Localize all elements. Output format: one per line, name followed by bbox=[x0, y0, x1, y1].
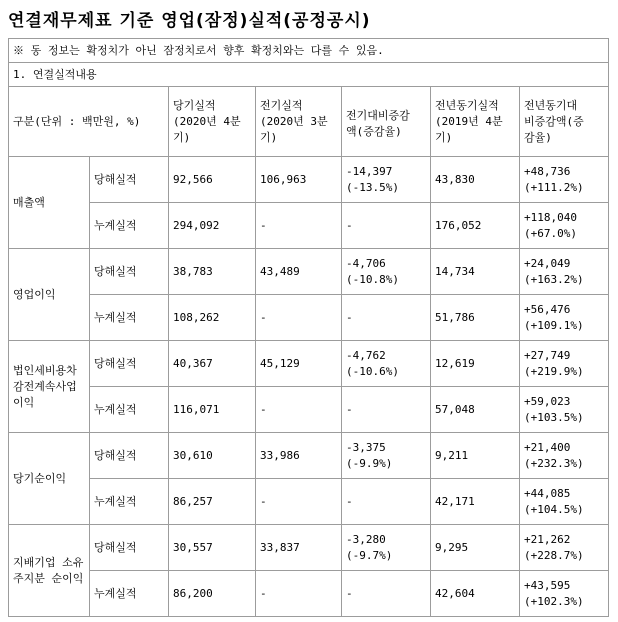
row-item-label: 영업이익 bbox=[9, 249, 90, 341]
current-value: 108,262 bbox=[169, 295, 256, 341]
previous-value: - bbox=[256, 571, 342, 617]
table-row bbox=[9, 479, 609, 525]
table-body bbox=[9, 39, 609, 617]
last-year-value: 42,604 bbox=[431, 571, 520, 617]
row-item-label: 당기순이익 bbox=[9, 433, 90, 525]
section-heading: 1. 연결실적내용 bbox=[9, 63, 609, 87]
previous-value: - bbox=[256, 203, 342, 249]
row-item-label: 법인세비용차감전계속사업이익 bbox=[9, 341, 90, 433]
last-year-value: 42,171 bbox=[431, 479, 520, 525]
qoq-change: - bbox=[342, 295, 431, 341]
yoy-change: +24,049 (+163.2%) bbox=[520, 249, 609, 295]
current-value: 40,367 bbox=[169, 341, 256, 387]
current-value: 30,557 bbox=[169, 525, 256, 571]
yoy-change: +48,736 (+111.2%) bbox=[520, 157, 609, 203]
current-value: 116,071 bbox=[169, 387, 256, 433]
last-year-value: 9,211 bbox=[431, 433, 520, 479]
qoq-change: - bbox=[342, 571, 431, 617]
table-row bbox=[9, 387, 609, 433]
current-value: 294,092 bbox=[169, 203, 256, 249]
period-label: 당해실적 bbox=[90, 157, 169, 203]
last-year-value: 14,734 bbox=[431, 249, 520, 295]
header-last-year: 전년동기실적 (2019년 4분 기) bbox=[431, 87, 520, 157]
yoy-change: +43,595 (+102.3%) bbox=[520, 571, 609, 617]
yoy-change: +44,085 (+104.5%) bbox=[520, 479, 609, 525]
header-yoy: 전년동기대 비증감액(증 감율) bbox=[520, 87, 609, 157]
row-item-label: 매출액 bbox=[9, 157, 90, 249]
previous-value: - bbox=[256, 295, 342, 341]
last-year-value: 176,052 bbox=[431, 203, 520, 249]
previous-value: - bbox=[256, 387, 342, 433]
last-year-value: 51,786 bbox=[431, 295, 520, 341]
table-row bbox=[9, 433, 609, 479]
last-year-value: 43,830 bbox=[431, 157, 520, 203]
page-title: 연결재무제표 기준 영업(잠정)실적(공정공시) bbox=[8, 11, 371, 31]
period-label: 당해실적 bbox=[90, 525, 169, 571]
header-current: 당기실적 (2020년 4분 기) bbox=[169, 87, 256, 157]
qoq-change: -4,706 (-10.8%) bbox=[342, 249, 431, 295]
qoq-change: -3,280 (-9.7%) bbox=[342, 525, 431, 571]
period-label: 누계실적 bbox=[90, 295, 169, 341]
header-previous: 전기실적 (2020년 3분 기) bbox=[256, 87, 342, 157]
qoq-change: -4,762 (-10.6%) bbox=[342, 341, 431, 387]
qoq-change: - bbox=[342, 479, 431, 525]
current-value: 92,566 bbox=[169, 157, 256, 203]
previous-value: 33,986 bbox=[256, 433, 342, 479]
header-category: 구분(단위 : 백만원, %) bbox=[9, 87, 169, 157]
previous-value: 45,129 bbox=[256, 341, 342, 387]
yoy-change: +27,749 (+219.9%) bbox=[520, 341, 609, 387]
previous-value: 106,963 bbox=[256, 157, 342, 203]
yoy-change: +59,023 (+103.5%) bbox=[520, 387, 609, 433]
qoq-change: -3,375 (-9.9%) bbox=[342, 433, 431, 479]
table-row bbox=[9, 203, 609, 249]
current-value: 30,610 bbox=[169, 433, 256, 479]
last-year-value: 12,619 bbox=[431, 341, 520, 387]
period-label: 누계실적 bbox=[90, 203, 169, 249]
qoq-change: -14,397 (-13.5%) bbox=[342, 157, 431, 203]
period-label: 당해실적 bbox=[90, 341, 169, 387]
period-label: 당해실적 bbox=[90, 433, 169, 479]
qoq-change: - bbox=[342, 387, 431, 433]
current-value: 38,783 bbox=[169, 249, 256, 295]
table-row bbox=[9, 341, 609, 387]
header-qoq: 전기대비증감 액(증감율) bbox=[342, 87, 431, 157]
yoy-change: +56,476 (+109.1%) bbox=[520, 295, 609, 341]
table-row bbox=[9, 157, 609, 203]
yoy-change: +21,400 (+232.3%) bbox=[520, 433, 609, 479]
last-year-value: 57,048 bbox=[431, 387, 520, 433]
yoy-change: +21,262 (+228.7%) bbox=[520, 525, 609, 571]
table-row bbox=[9, 525, 609, 571]
previous-value: 33,837 bbox=[256, 525, 342, 571]
qoq-change: - bbox=[342, 203, 431, 249]
current-value: 86,257 bbox=[169, 479, 256, 525]
row-item-label: 지배기업 소유주지분 순이익 bbox=[9, 525, 90, 617]
previous-value: - bbox=[256, 479, 342, 525]
notice-text: ※ 동 정보는 확정치가 아닌 잠정치로서 향후 확정치와는 다를 수 있음. bbox=[9, 39, 609, 63]
header-row bbox=[9, 87, 609, 157]
period-label: 누계실적 bbox=[90, 479, 169, 525]
table-row bbox=[9, 295, 609, 341]
table-row bbox=[9, 571, 609, 617]
period-label: 당해실적 bbox=[90, 249, 169, 295]
previous-value: 43,489 bbox=[256, 249, 342, 295]
yoy-change: +118,040 (+67.0%) bbox=[520, 203, 609, 249]
current-value: 86,200 bbox=[169, 571, 256, 617]
period-label: 누계실적 bbox=[90, 571, 169, 617]
period-label: 누계실적 bbox=[90, 387, 169, 433]
results-table bbox=[8, 38, 609, 617]
table-row bbox=[9, 249, 609, 295]
last-year-value: 9,295 bbox=[431, 525, 520, 571]
